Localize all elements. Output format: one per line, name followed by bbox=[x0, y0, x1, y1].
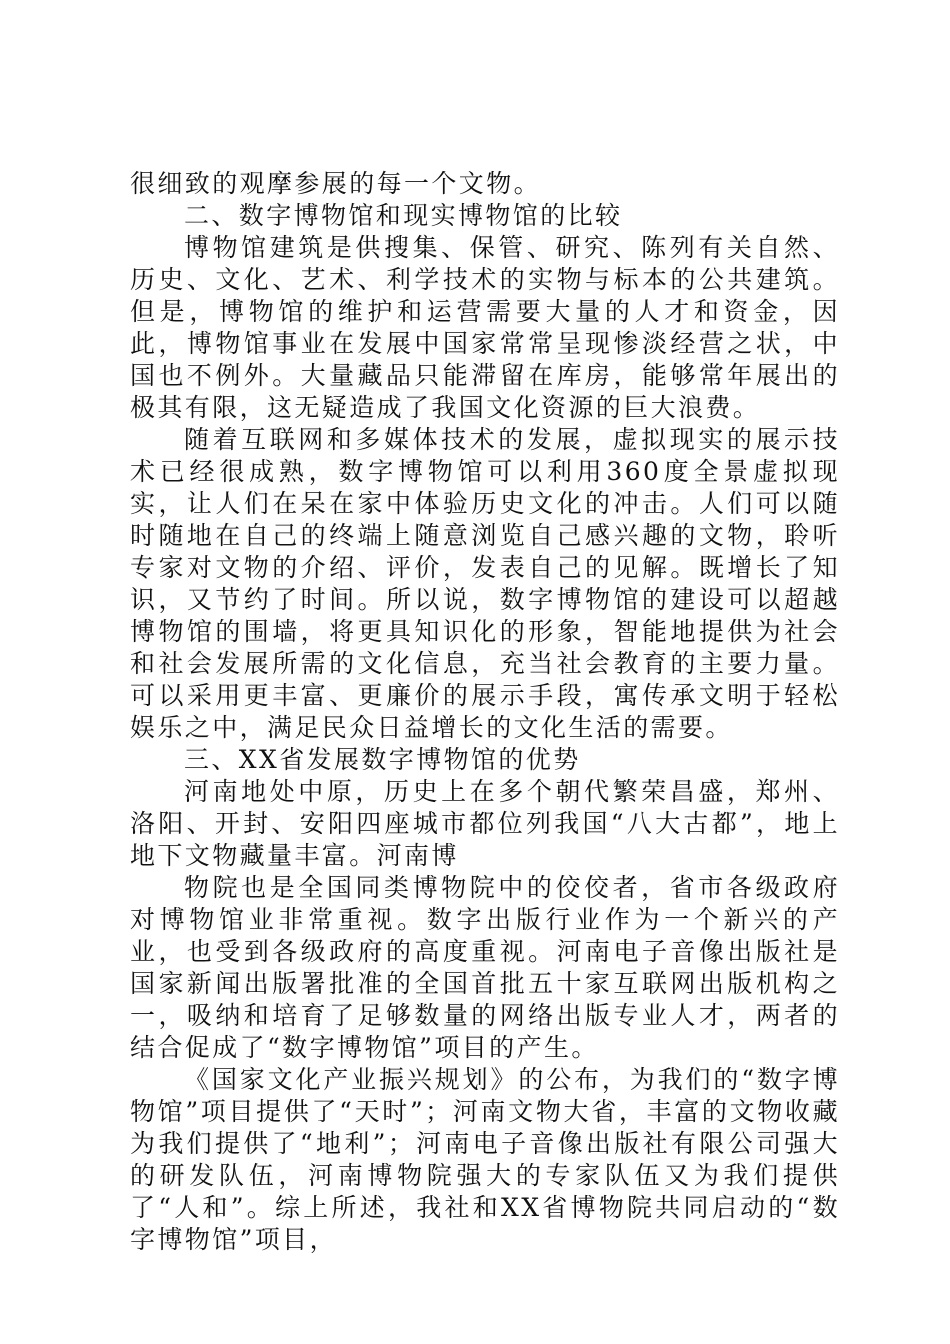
section-heading-2: 二、数字博物馆和现实博物馆的比较 bbox=[184, 201, 623, 230]
paragraph-henan-history: 河南地处中原，历史上在多个朝代繁荣昌盛，郑州、洛阳、开封、安阳四座城市都位列我国“八大古都”，地上地下文物藏量丰富。河南博 bbox=[130, 777, 840, 870]
paragraph-continuation: 很细致的观摩参展的每一个文物。 bbox=[130, 169, 542, 198]
paragraph-museum-architecture: 博物馆建筑是供搜集、保管、研究、陈列有关自然、历史、文化、艺术、利学技术的实物与标本的公共建筑。但是，博物馆的维护和运营需要大量的人才和资金，因此，博物馆事业在发展中国家常常呈现惨淡经营之状，中国也不例外。大量藏品只能滞留在库房，能够常年展出的极其有限，这无疑造成了我国文化资源的巨大浪费。 bbox=[130, 233, 840, 422]
paragraph-digital-museum-benefits: 随着互联网和多媒体技术的发展，虚拟现实的展示技术已经很成熟，数字博物馆可以利用360度全景虚拟现实，让人们在呆在家中体验历史文化的冲击。人们可以随时随地在自己的终端上随意浏览自己感兴趣的文物，聆听专家对文物的介绍、评价，发表自己的见解。既增长了知识，又节约了时间。所以说，数字博物馆的建设可以超越博物馆的围墙，将更具知识化的形象，智能地提供为社会和社会发展所需的文化信息，充当社会教育的主要力量。可以采用更丰富、更廉价的展示手段，寓传承文明于轻松娱乐之中，满足民众日益增长的文化生活的需要。 bbox=[130, 425, 840, 742]
paragraph-henan-museum: 物院也是全国同类博物院中的佼佼者，省市各级政府对博物馆业非常重视。数字出版行业作为一个新兴的产业，也受到各级政府的高度重视。河南电子音像出版社是国家新闻出版署批准的全国首批五十家互联网出版机构之一，吸纳和培育了足够数量的网络出版专业人才，两者的结合促成了“数字博物馆”项目的产生。 bbox=[130, 873, 840, 1062]
document-body bbox=[130, 168, 840, 1256]
section-heading-3: 三、XX省发展数字博物馆的优势 bbox=[184, 745, 581, 774]
paragraph-planning-conclusion: 《国家文化产业振兴规划》的公布，为我们的“数字博物馆”项目提供了“天时”；河南文物大省，丰富的文物收藏为我们提供了“地利”；河南电子音像出版社有限公司强大的研发队伍，河南博物院强大的专家队伍又为我们提供了“人和”。综上所述，我社和XX省博物院共同启动的“数字博物馆”项目， bbox=[130, 1065, 840, 1254]
